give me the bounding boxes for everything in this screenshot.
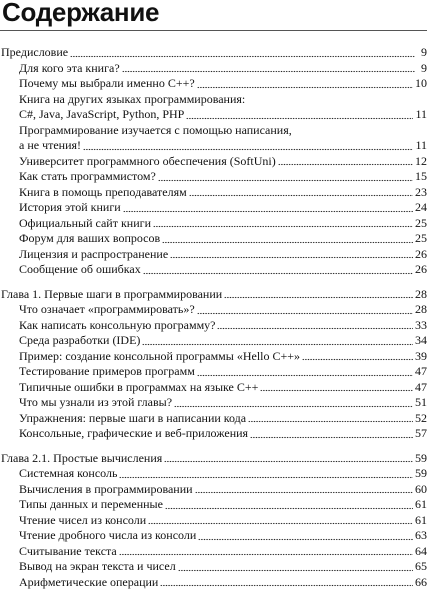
- toc-page-number: 25: [415, 215, 427, 230]
- toc-entry[interactable]: [0, 231, 427, 247]
- toc-entry[interactable]: [0, 107, 427, 123]
- toc-heading-chapter-1[interactable]: [0, 287, 427, 303]
- dot-leader: [189, 194, 413, 197]
- toc-entry-text: Чтение чисел из консоли: [19, 512, 147, 527]
- toc-entry-text: Чтение дробного числа из консоли: [19, 528, 197, 542]
- toc-entry-text: а не чтения!: [19, 138, 82, 152]
- dot-leader: [119, 553, 413, 556]
- toc-page-number: 34: [415, 333, 427, 347]
- dot-leader: [178, 569, 413, 572]
- toc-entry[interactable]: [0, 200, 427, 216]
- toc-entry[interactable]: [0, 482, 427, 498]
- dot-leader: [217, 327, 413, 330]
- toc-page-number: 25: [415, 231, 427, 245]
- page-title: Содержание: [2, 0, 160, 27]
- toc-entry-text: Предисловие: [1, 45, 69, 59]
- toc-entry-text: Тестирование примеров программ: [19, 364, 195, 378]
- dot-leader: [248, 420, 413, 423]
- toc-entry[interactable]: [0, 575, 427, 591]
- dot-leader: [197, 374, 413, 377]
- toc-entry[interactable]: [0, 169, 427, 185]
- toc-page-number: 59: [415, 450, 427, 465]
- toc-entry-text: Типы данных и переменные: [19, 497, 163, 511]
- toc-entry[interactable]: [0, 302, 427, 318]
- dot-leader: [148, 522, 413, 525]
- dot-leader: [70, 55, 415, 58]
- table-of-contents: [0, 45, 427, 590]
- toc-entry-text: Типичные ошибки в программах на языке C++: [19, 379, 259, 394]
- toc-entry[interactable]: [0, 528, 427, 544]
- dot-leader: [195, 491, 413, 494]
- section-gap: [0, 442, 427, 451]
- toc-entry-text: История этой книги: [19, 200, 121, 214]
- title-divider: [0, 30, 427, 31]
- toc-entry[interactable]: [0, 262, 427, 278]
- toc-entry-text: Сообщение об ошибках: [19, 262, 141, 276]
- toc-entry-text: Для кого эта книга?: [19, 60, 120, 75]
- toc-entry[interactable]: [0, 513, 427, 529]
- toc-entry[interactable]: [0, 395, 427, 411]
- toc-page-number: 28: [415, 286, 427, 301]
- toc-entry-text: Пример: создание консольной программы «Hello C++»: [19, 348, 301, 363]
- toc-heading-preface[interactable]: [0, 45, 427, 61]
- toc-page-number: 12: [415, 153, 427, 168]
- toc-entry-text: Считывание текста: [19, 543, 117, 558]
- dot-leader: [153, 225, 413, 228]
- toc-entry[interactable]: [0, 544, 427, 560]
- toc-page-number: 61: [415, 512, 427, 527]
- toc-heading-chapter-2-1[interactable]: [0, 451, 427, 467]
- toc-entry[interactable]: [0, 76, 427, 92]
- toc-entry[interactable]: [0, 426, 427, 442]
- toc-entry[interactable]: [0, 154, 427, 170]
- toc-entry-text: Системная консоль: [19, 466, 118, 480]
- dot-leader: [143, 272, 413, 275]
- dot-leader: [123, 210, 413, 213]
- toc-page-number: 9: [421, 45, 427, 59]
- toc-entry-text: Книга в помощь преподавателям: [19, 184, 187, 199]
- toc-page-number: 33: [415, 317, 427, 332]
- toc-entry-text: Университет программного обеспечения (SoftUni): [19, 153, 276, 168]
- toc-page-number: 47: [415, 379, 427, 394]
- toc-entry[interactable]: [0, 380, 427, 396]
- toc-page-number: 11: [415, 107, 427, 121]
- toc-page-number: 61: [415, 497, 427, 511]
- toc-page-number: 11: [415, 138, 427, 152]
- dot-leader: [224, 296, 413, 299]
- toc-entry[interactable]: [0, 61, 427, 77]
- toc-page-number: 63: [415, 528, 427, 542]
- dot-leader: [197, 312, 413, 315]
- toc-page-number: 39: [415, 348, 427, 363]
- toc-entry-text: C#, Java, JavaScript, Python, PHP: [19, 107, 185, 121]
- toc-entry-text: Упражнения: первые шаги в написании кода: [19, 410, 247, 425]
- toc-entry-text: Почему мы выбрали именно C++?: [19, 76, 195, 90]
- toc-page-number: 57: [415, 426, 427, 440]
- dot-leader: [198, 538, 413, 541]
- toc-entry[interactable]: [0, 247, 427, 263]
- dot-leader: [197, 86, 413, 89]
- toc-entry-text: Как написать консольную программу?: [19, 317, 216, 332]
- dot-leader: [302, 358, 413, 361]
- dot-leader: [165, 507, 413, 510]
- dot-leader: [160, 584, 413, 587]
- toc-entry-text: Как стать программистом?: [19, 169, 156, 183]
- toc-entry-text: Лицензия и распространение: [19, 246, 169, 261]
- toc-entry-line[interactable]: Книга на других языках программирования:: [19, 91, 246, 106]
- toc-entry[interactable]: [0, 559, 427, 575]
- toc-entry-text: Форум для ваших вопросов: [19, 231, 161, 245]
- toc-entry-text: Глава 2.1. Простые вычисления: [1, 450, 163, 465]
- toc-page-number: 65: [415, 559, 427, 573]
- dot-leader: [162, 241, 413, 244]
- toc-page-number: 24: [415, 200, 427, 214]
- toc-page-number: 15: [415, 169, 427, 183]
- toc-entry[interactable]: [0, 364, 427, 380]
- toc-entry[interactable]: [0, 497, 427, 513]
- toc-page-number: 26: [415, 262, 427, 276]
- toc-entry-text: Глава 1. Первые шаги в программировании: [1, 286, 223, 301]
- dot-leader: [119, 476, 413, 479]
- toc-entry[interactable]: [0, 216, 427, 232]
- dot-leader: [174, 405, 413, 408]
- toc-entry[interactable]: [0, 185, 427, 201]
- section-gap: [0, 278, 427, 287]
- toc-entry-text: Вывод на экран текста и чисел: [19, 559, 176, 573]
- toc-entry[interactable]: [0, 333, 427, 349]
- toc-page-number: 28: [415, 302, 427, 316]
- toc-entry[interactable]: [0, 138, 427, 154]
- toc-entry-text: Официальный сайт книги: [19, 215, 151, 230]
- toc-page-number: 64: [415, 543, 427, 558]
- dot-leader: [278, 163, 413, 166]
- toc-page-number: 66: [415, 574, 427, 589]
- toc-entry[interactable]: [0, 349, 427, 365]
- toc-entry-text: Что мы узнали из этой главы?: [19, 395, 173, 409]
- toc-page-number: 52: [415, 410, 427, 425]
- dot-leader: [164, 460, 413, 463]
- toc-entry-text: Арифметические операции: [19, 574, 159, 589]
- toc-page-number: 60: [415, 481, 427, 496]
- dot-leader: [83, 148, 413, 151]
- dot-leader: [250, 436, 413, 439]
- toc-entry-text: Среда разработки (IDE): [19, 333, 141, 347]
- toc-page-number: 10: [415, 76, 427, 90]
- toc-entry[interactable]: [0, 466, 427, 482]
- toc-entry[interactable]: [0, 411, 427, 427]
- dot-leader: [142, 343, 413, 346]
- dot-leader: [158, 179, 413, 182]
- dot-leader: [260, 389, 413, 392]
- toc-entry-line[interactable]: Программирование изучается с помощью написания,: [19, 122, 292, 137]
- toc-entry-text: Что означает «программировать»?: [19, 302, 195, 316]
- toc-page-number: 51: [415, 395, 427, 409]
- toc-page-number: 9: [421, 60, 427, 75]
- toc-entry-text: Консольные, графические и веб-приложения: [19, 426, 249, 440]
- dot-leader: [122, 70, 415, 73]
- toc-page-number: 47: [415, 364, 427, 378]
- toc-entry-text: Вычисления в программировании: [19, 481, 193, 496]
- toc-page-number: 23: [415, 184, 427, 199]
- toc-page-number: 26: [415, 246, 427, 261]
- dot-leader: [186, 117, 413, 120]
- dot-leader: [170, 256, 413, 259]
- toc-entry[interactable]: [0, 318, 427, 334]
- toc-page-number: 59: [415, 466, 427, 480]
